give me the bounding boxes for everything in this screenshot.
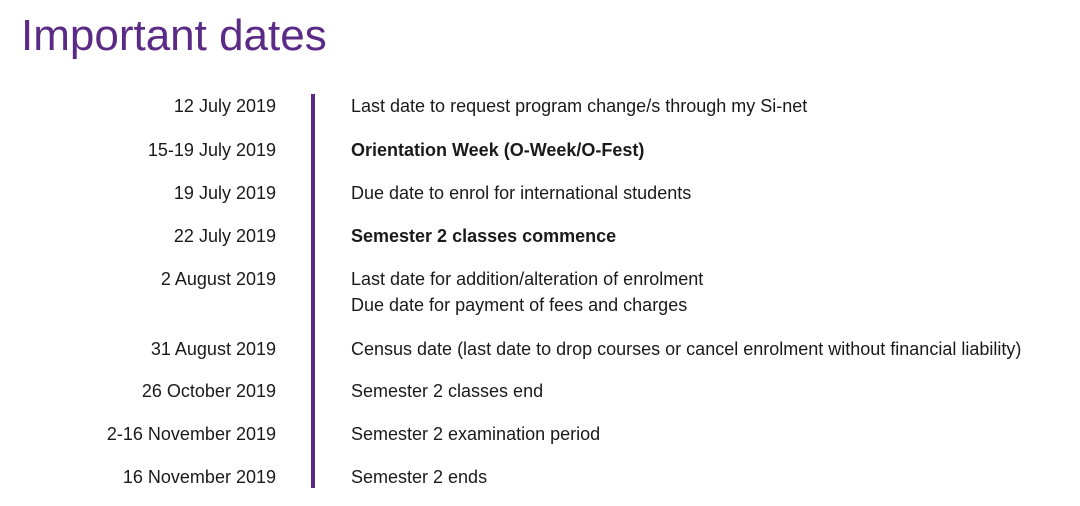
date-label: 16 November 2019: [122, 467, 276, 487]
event-description: [351, 266, 1080, 318]
date-label: 19 July 2019: [173, 183, 276, 203]
event-line: Semester 2 ends: [351, 467, 488, 487]
event-line: Orientation Week (O-Week/O-Fest): [351, 140, 645, 160]
event-description: [351, 378, 1080, 404]
date-label: 2 August 2019: [160, 269, 276, 289]
page-title: Important dates: [21, 11, 327, 60]
event-line: Last date to request program change/s through my Si-net: [351, 96, 808, 116]
date-label: 31 August 2019: [150, 339, 276, 359]
date-label: 22 July 2019: [173, 226, 276, 246]
event-description: [351, 137, 1080, 163]
event-line: Semester 2 classes end: [351, 381, 544, 401]
event-description: [351, 336, 1080, 362]
date-label: 26 October 2019: [141, 381, 276, 401]
event-description: [351, 180, 1080, 206]
event-line: Last date for addition/alteration of enrolment: [351, 269, 704, 289]
event-line: Due date for payment of fees and charges: [351, 295, 688, 315]
event-description: [351, 93, 1080, 119]
event-line: Semester 2 examination period: [351, 424, 601, 444]
date-label: 15-19 July 2019: [147, 140, 276, 160]
date-label: 12 July 2019: [173, 96, 276, 116]
event-description: [351, 421, 1080, 447]
event-description: [351, 464, 1080, 490]
event-line: Census date (last date to drop courses or cancel enrolment without financial liability): [351, 339, 1022, 359]
event-description: [351, 223, 1080, 249]
date-label: 2-16 November 2019: [106, 424, 276, 444]
event-line: Semester 2 classes commence: [351, 226, 617, 246]
event-line: Due date to enrol for international students: [351, 183, 692, 203]
